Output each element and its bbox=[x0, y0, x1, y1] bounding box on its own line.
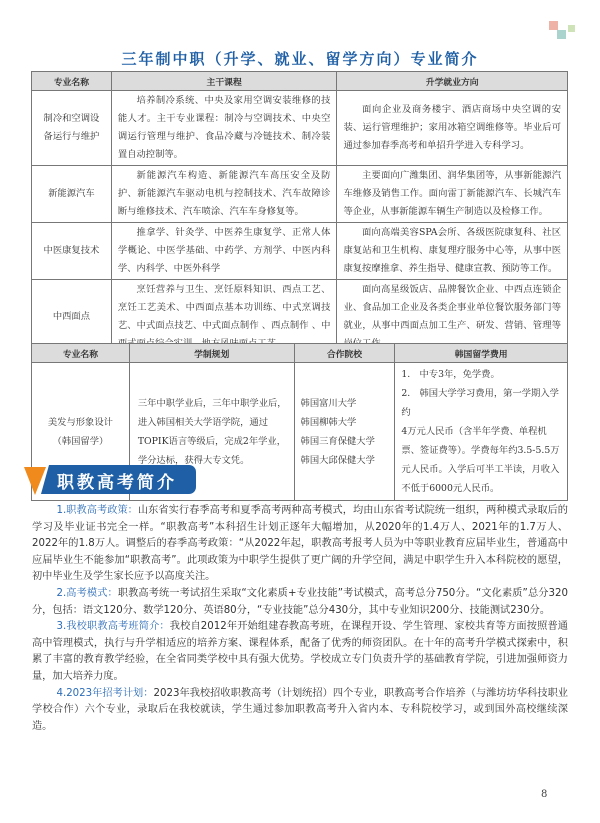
deco-square-teal bbox=[557, 30, 566, 39]
page-number: 8 bbox=[541, 789, 548, 800]
paragraph-text: 职教高考统一考试招生采取“文化素质+专业技能”考试模式，高考总分750分。“文化素质”总分320分，包括：语文120分、数学120分、英语80分，“专业技能”总分430分，其中专业知识200分、技能测试230分。 bbox=[32, 587, 568, 616]
header-fees: 韩国留学费用 bbox=[395, 344, 568, 363]
article-paragraph bbox=[32, 619, 568, 685]
major-courses: 新能源汽车构造、新能源汽车高压安全及防护、新能源汽车驱动电机与控制技术、汽车故障诊断与维修技术、汽车喷涂、汽车车身修复等。 bbox=[111, 166, 337, 223]
header-plan: 学制规划 bbox=[129, 344, 294, 363]
fee-item: 1. 中专3年，免学费。 bbox=[401, 369, 500, 380]
majors-table bbox=[31, 71, 568, 355]
paragraph-heading: 2.高考模式： bbox=[56, 587, 118, 599]
major-name: 中医康复技术 bbox=[32, 223, 112, 280]
major-direction: 面向高端美容SPA会所、各级医院康复科、社区康复站和卫生机构、康复理疗服务中心等，从事中医康复按摩推拿、养生指导、健康宣教、预防等工作。 bbox=[337, 223, 568, 280]
major-name-line: （韩国留学） bbox=[52, 435, 109, 447]
study-plan: 三年中职学业后，三年中职学业后，进入韩国相关大学语学院，通过TOPIK语言等级后，完成2年学业，学分达标，获得大专文凭。 bbox=[129, 363, 294, 501]
deco-square-red bbox=[549, 21, 558, 30]
article-paragraph bbox=[32, 586, 568, 619]
header-partner-schools: 合作院校 bbox=[294, 344, 395, 363]
school-item: 韩国三育保健大学 bbox=[300, 435, 375, 447]
major-direction: 主要面向广潍集团、润华集团等，从事新能源汽车维修及销售工作。面向雷丁新能源汽车、长城汽车等企业，从事新能源车辆生产制造以及检修工作。 bbox=[337, 166, 568, 223]
school-item: 韩国富川大学 bbox=[300, 397, 357, 409]
header-direction: 升学就业方向 bbox=[337, 72, 568, 91]
table-row bbox=[32, 91, 568, 166]
paragraph-text: 2023年我校招收职教高考（计划统招）四个专业，职教高考合作培养（与潍坊坊华科技职业学校合作）六个专业，录取后在我校就读，学生通过参加职教高考升入省内本、专科院校学习，或到国外高校继续深造。 bbox=[32, 687, 568, 732]
header-courses: 主干课程 bbox=[111, 72, 337, 91]
section-banner bbox=[24, 465, 196, 497]
school-item: 韩国柳韩大学 bbox=[300, 416, 357, 428]
paragraph-heading: 4.2023年招考计划： bbox=[56, 687, 154, 699]
table-header-row bbox=[32, 72, 568, 91]
partner-schools bbox=[294, 363, 395, 501]
deco-square-green bbox=[568, 25, 575, 32]
major-name: 新能源汽车 bbox=[32, 166, 112, 223]
header-major-name: 专业名称 bbox=[32, 344, 130, 363]
fees bbox=[395, 363, 568, 501]
page-title: 三年制中职（升学、就业、留学方向）专业简介 bbox=[121, 50, 479, 68]
major-name: 制冷和空调设备运行与维护 bbox=[32, 91, 112, 166]
major-courses: 烹饪营养与卫生、烹饪原料知识、西点工艺、烹饪工艺美术、中西面点基本功训练、中式烹调技艺、中式面点技艺、中式面点制作 、西点制作 、中 bbox=[111, 280, 337, 355]
major-name: 中西面点 bbox=[32, 280, 112, 355]
table-row bbox=[32, 223, 568, 280]
header-major-name: 专业名称 bbox=[32, 72, 112, 91]
major-courses: 推拿学、针灸学、中医养生康复学、正常人体学概论、中医学基础、中药学、方剂学、中医内科学、内科学、中医外科学 bbox=[111, 223, 337, 280]
major-courses: 培养制冷系统、中央及家用空调安装维修的技能人才。主干专业课程：制冷与空调技术、中央空调运行管理与维护、食品冷藏与冷链技术、制冷装置自动控制等。 bbox=[111, 91, 337, 166]
article-body bbox=[32, 503, 568, 735]
table-header-row bbox=[32, 344, 568, 363]
decorative-squares bbox=[549, 21, 577, 41]
fee-item: 2. 韩国大学学习费用，第一学期入学约 bbox=[401, 388, 559, 418]
major-name-line: 美发与形象设计 bbox=[47, 416, 113, 428]
paragraph-text: 山东省实行春季高考和夏季高考两种高考模式，均由山东省考试院统一组织，两种模式录取后的学习及毕业证书完全一样。“职教高考”本科招生计划正逐年大幅增加，从2020年的1.4万人、2021年的1.7万人、2022年的1.8万人。调整后的春季高考政策：“从2022年起，职教高考报考人员为中等职业教育应届毕业生，普通高中应届毕业生不能参加“职教高考”。此项政策为中职学生提供了更广阔的升学空间，满足中职学生升入本科院校的愿望，初中毕业生及学生家长应予以高度关注。 bbox=[32, 505, 568, 583]
fee-item: 4万元人民币（含半年学费、单程机票、签证费等）。学费每年约3.5-5.5万元人民币。入学后可半工半读，月收入不低于6000元人民币。 bbox=[401, 426, 560, 494]
section-title: 职教高考简介 bbox=[57, 473, 177, 493]
table-row bbox=[32, 166, 568, 223]
article-paragraph bbox=[32, 503, 568, 586]
major-direction: 面向高星级饭店、品牌餐饮企业、中西点连锁企业、食品加工企业及各类企事业单位餐饮服务部门等就业，从事中西面点加工生产、研发、营销、管理等 bbox=[337, 280, 568, 355]
article-paragraph bbox=[32, 686, 568, 736]
paragraph-heading: 1.职教高考政策： bbox=[56, 505, 138, 516]
school-item: 韩国大邱保健大学 bbox=[300, 454, 375, 466]
paragraph-text: 我校自2012年开始组建春教高考班，在课程开设、学生管理、家校共育等方面按照普通高中管理模式，执行与升学相适应的培养方案、课程体系，配备了优秀的师资团队。在十年的高考升学模式探索中，积累了丰富的教育教学经验，在全省同类学校中具有强大优势。学校成立专门负责升学的基础教育学院，引进加强师资力量，加大培养力度。 bbox=[32, 621, 568, 682]
paragraph-heading: 3.我校职教高考班简介： bbox=[56, 621, 170, 633]
major-direction: 面向企业及商务楼宇、酒店商场中央空调的安装、运行管理维护；家用冰箱空调维修等。毕业后可通过参加春季高考和单招升学进入专科学习。 bbox=[337, 91, 568, 166]
